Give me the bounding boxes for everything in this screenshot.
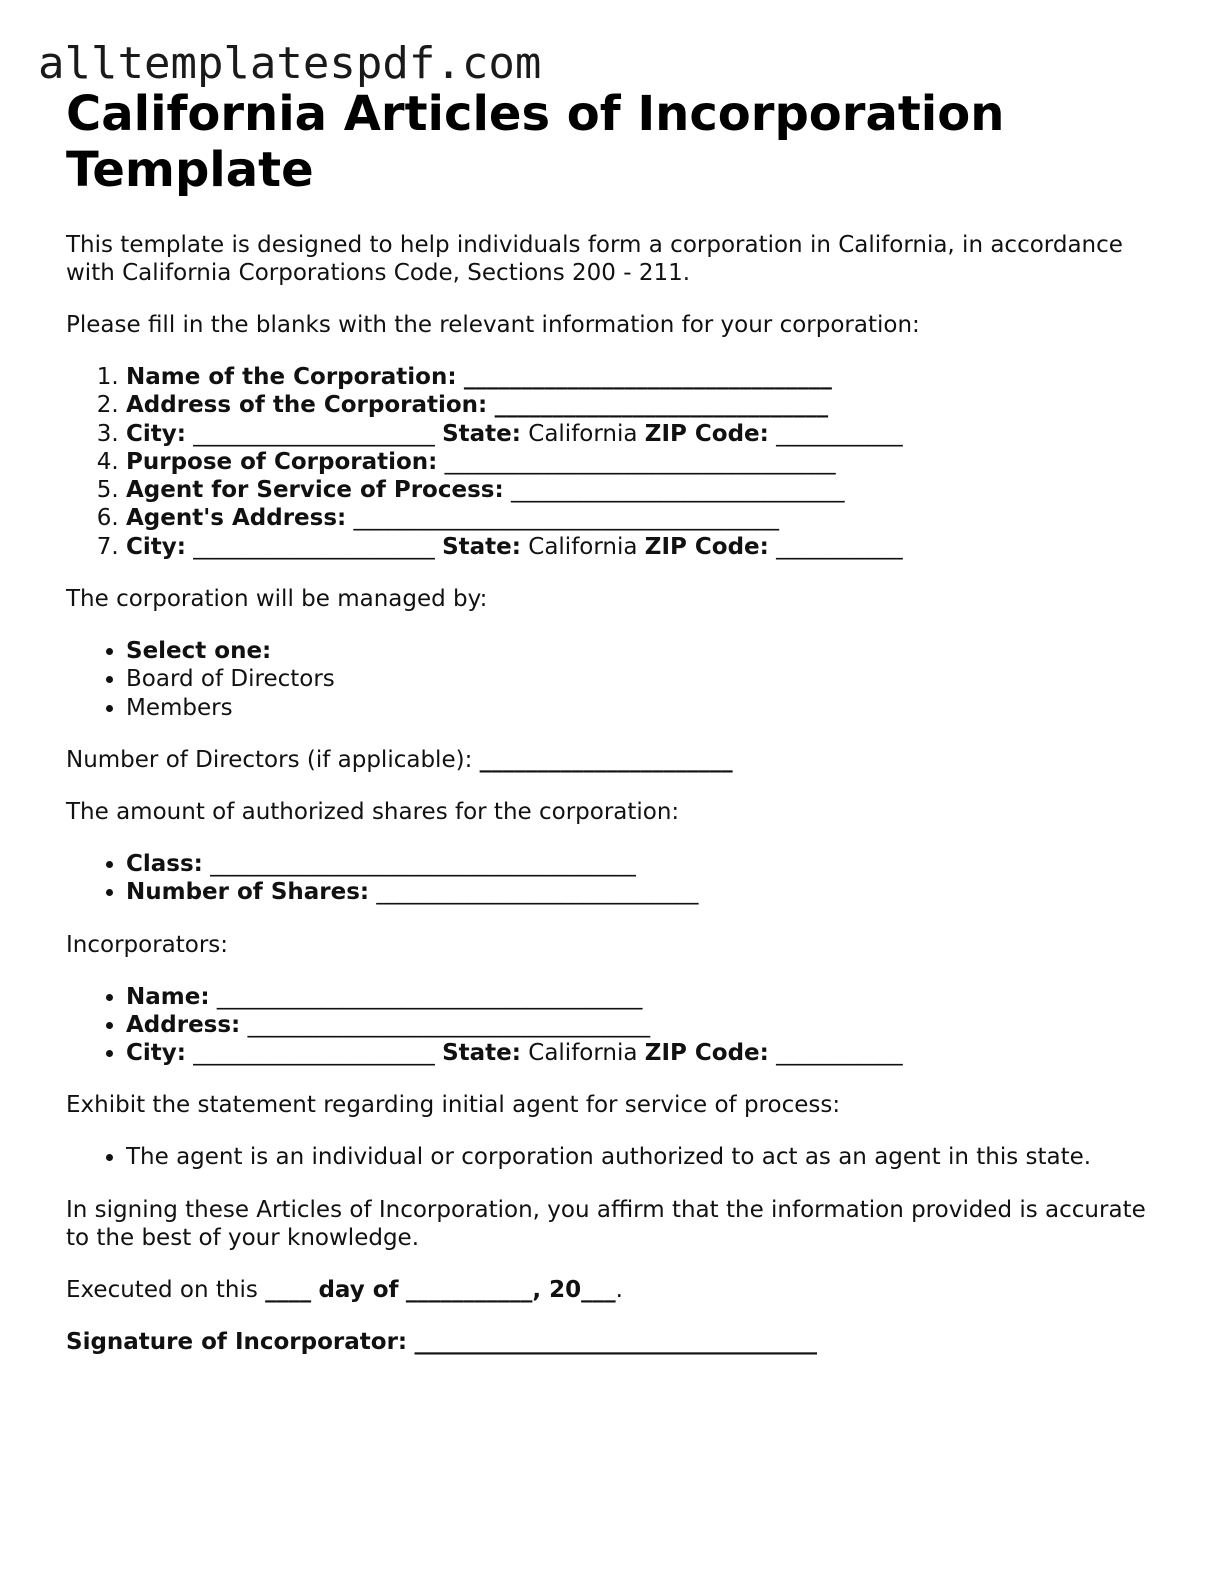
- field-label: Name of the Corporation:: [126, 364, 457, 390]
- field-label: City:: [126, 533, 186, 560]
- field-label: Agent for Service of Process:: [126, 477, 504, 504]
- execution-prefix: Executed on this: [66, 1276, 258, 1303]
- list-item: [126, 448, 1176, 476]
- execution-line: [66, 1276, 1176, 1304]
- list-item: [126, 1011, 1176, 1039]
- list-item: [126, 850, 1176, 878]
- field-label: State:: [442, 420, 521, 447]
- instruction-paragraph: Please fill in the blanks with the relevant information for your corporation:: [66, 312, 920, 338]
- list-item: [126, 694, 1176, 722]
- agent-statement-intro: Exhibit the statement regarding initial agent for service of process:: [66, 1092, 841, 1119]
- signature-line: [66, 1328, 1176, 1356]
- field-label: City:: [126, 1040, 186, 1067]
- agent-statement-item: The agent is an individual or corporation authorized to act as an agent in this state.: [126, 1144, 1092, 1171]
- shares-list: [66, 850, 1176, 907]
- management-intro: The corporation will be managed by:: [66, 586, 488, 613]
- option-members[interactable]: Members: [126, 694, 233, 721]
- share-class-blank[interactable]: _____________________________________: [210, 850, 636, 877]
- field-label: Address:: [126, 1011, 241, 1038]
- incorporator-city-blank[interactable]: _____________________: [193, 1040, 435, 1067]
- field-label: Name:: [126, 983, 210, 1010]
- incorporator-address-blank[interactable]: ___________________________________: [247, 1011, 651, 1038]
- field-label: Number of Shares:: [126, 879, 370, 906]
- field-label: Class:: [126, 850, 203, 877]
- incorporator-name-blank[interactable]: _____________________________________: [216, 983, 643, 1010]
- agent-city-blank[interactable]: _____________________: [193, 533, 435, 560]
- state-value: California: [528, 1040, 638, 1067]
- list-item: [126, 391, 1176, 419]
- document-page: [66, 86, 1176, 1356]
- share-number-blank[interactable]: ____________________________: [376, 879, 699, 906]
- field-label: City:: [126, 420, 186, 447]
- agent-address-blank[interactable]: _____________________________________: [353, 505, 780, 532]
- list-item: [126, 637, 1176, 665]
- list-item: [126, 476, 1176, 504]
- purpose-blank[interactable]: __________________________________: [444, 448, 836, 475]
- corporation-name-blank[interactable]: ________________________________: [463, 364, 832, 390]
- field-label: State:: [442, 1040, 521, 1067]
- directors-blank[interactable]: ______________________: [479, 746, 733, 773]
- day-of-label: day of: [318, 1276, 399, 1303]
- agent-statement-list: [66, 1143, 1176, 1171]
- field-label: Purpose of Corporation:: [126, 448, 438, 475]
- list-item: [126, 504, 1176, 532]
- watermark: alltemplatespdf.com: [38, 38, 542, 89]
- corporation-details-list: [66, 363, 1176, 561]
- field-label: State:: [442, 533, 521, 560]
- agent-blank[interactable]: _____________________________: [510, 477, 845, 504]
- year-prefix: , 20: [532, 1276, 582, 1303]
- list-item: [126, 1143, 1176, 1171]
- page-title: California Articles of Incorporation Template: [66, 86, 1005, 198]
- signature-blank[interactable]: ___________________________________: [414, 1328, 817, 1355]
- field-label: ZIP Code:: [644, 1040, 769, 1067]
- day-blank[interactable]: ____: [265, 1276, 312, 1303]
- list-item: [126, 1039, 1176, 1067]
- field-label: Address of the Corporation:: [126, 392, 488, 419]
- corporation-zip-blank[interactable]: ___________: [776, 420, 903, 447]
- option-board-of-directors[interactable]: Board of Directors: [126, 666, 335, 693]
- affirmation-paragraph: In signing these Articles of Incorporation, you affirm that the information provided is accurate to the best of your knowledge.: [66, 1196, 1146, 1251]
- list-item: [126, 420, 1176, 448]
- list-item: [126, 363, 1176, 391]
- month-blank[interactable]: ___________: [405, 1276, 533, 1303]
- corporation-city-blank[interactable]: _____________________: [193, 420, 435, 447]
- year-blank[interactable]: ___: [581, 1276, 616, 1303]
- incorporator-zip-blank[interactable]: ___________: [776, 1040, 903, 1067]
- state-value: California: [528, 533, 638, 560]
- signature-label: Signature of Incorporator:: [66, 1328, 408, 1355]
- management-options-list: [66, 637, 1176, 722]
- incorporators-intro: Incorporators:: [66, 931, 229, 958]
- intro-paragraph: This template is designed to help individuals form a corporation in California, in accordance with California Corporations Code, Sections 200 - 211.: [66, 232, 1123, 286]
- field-label: ZIP Code:: [644, 533, 769, 560]
- state-value: California: [528, 420, 638, 447]
- field-label: Agent's Address:: [126, 505, 347, 532]
- field-label: ZIP Code:: [644, 420, 769, 447]
- list-item: [126, 878, 1176, 906]
- list-item: [126, 983, 1176, 1011]
- execution-suffix: .: [615, 1276, 623, 1303]
- corporation-address-blank[interactable]: _____________________________: [494, 392, 829, 419]
- list-item: [126, 665, 1176, 693]
- agent-zip-blank[interactable]: ___________: [776, 533, 903, 560]
- incorporators-list: [66, 983, 1176, 1068]
- select-one-label: Select one:: [126, 638, 272, 665]
- directors-label: Number of Directors (if applicable):: [66, 746, 473, 773]
- shares-intro: The amount of authorized shares for the corporation:: [66, 798, 680, 825]
- list-item: [126, 533, 1176, 561]
- directors-line: [66, 746, 1176, 774]
